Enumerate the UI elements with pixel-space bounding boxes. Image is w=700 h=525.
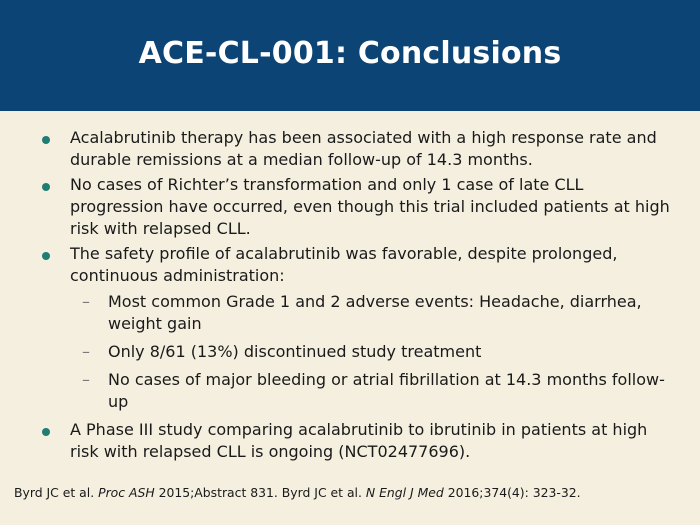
citation-journal: Proc ASH — [98, 485, 155, 500]
bullet-text: The safety profile of acalabrutinib was favorable, despite prolonged, continuous administration: — [70, 244, 618, 285]
citation-text: 2016;374(4): 323-32. — [443, 485, 581, 500]
sub-bullet-text: Most common Grade 1 and 2 adverse events: Headache, diarrhea, weight gain — [108, 292, 642, 333]
bullet-dot-icon — [42, 136, 50, 144]
sub-bullet-text: No cases of major bleeding or atrial fibrillation at 14.3 months follow-up — [108, 370, 665, 411]
sub-bullet-item — [78, 341, 674, 363]
title-banner — [0, 0, 700, 111]
conclusions-list — [34, 127, 674, 466]
slide-title: ACE-CL-001: Conclusions — [138, 36, 562, 71]
sub-bullet-item — [78, 369, 674, 413]
dash-icon: – — [82, 370, 90, 389]
bullet-text: Acalabrutinib therapy has been associated with a high response rate and durable remissions at a median follow-up of 14.3 months. — [70, 128, 657, 169]
bullet-item — [34, 243, 674, 413]
sub-bullet-text: Only 8/61 (13%) discontinued study treatment — [108, 342, 482, 361]
citation-footer — [14, 484, 684, 502]
dash-icon: – — [82, 342, 90, 361]
bullet-dot-icon — [42, 428, 50, 436]
bullet-item — [34, 127, 674, 171]
bullet-text: No cases of Richter’s transformation and only 1 case of late CLL progression have occurred, even though this trial included patients at high risk with relapsed CLL. — [70, 175, 670, 238]
bullet-item — [34, 419, 674, 463]
bullet-item — [34, 174, 674, 240]
citation-text: 2015;Abstract 831. Byrd JC et al. — [154, 485, 366, 500]
dash-icon: – — [82, 292, 90, 311]
sub-list — [70, 291, 674, 413]
citation-text: Byrd JC et al. — [14, 485, 99, 500]
bullet-text: A Phase III study comparing acalabrutinib to ibrutinib in patients at high risk with relapsed CLL is ongoing (NCT02477696). — [70, 420, 648, 461]
citation-journal: N Engl J Med — [365, 485, 444, 500]
sub-bullet-item — [78, 291, 674, 335]
bullet-dot-icon — [42, 183, 50, 191]
bullet-dot-icon — [42, 252, 50, 260]
